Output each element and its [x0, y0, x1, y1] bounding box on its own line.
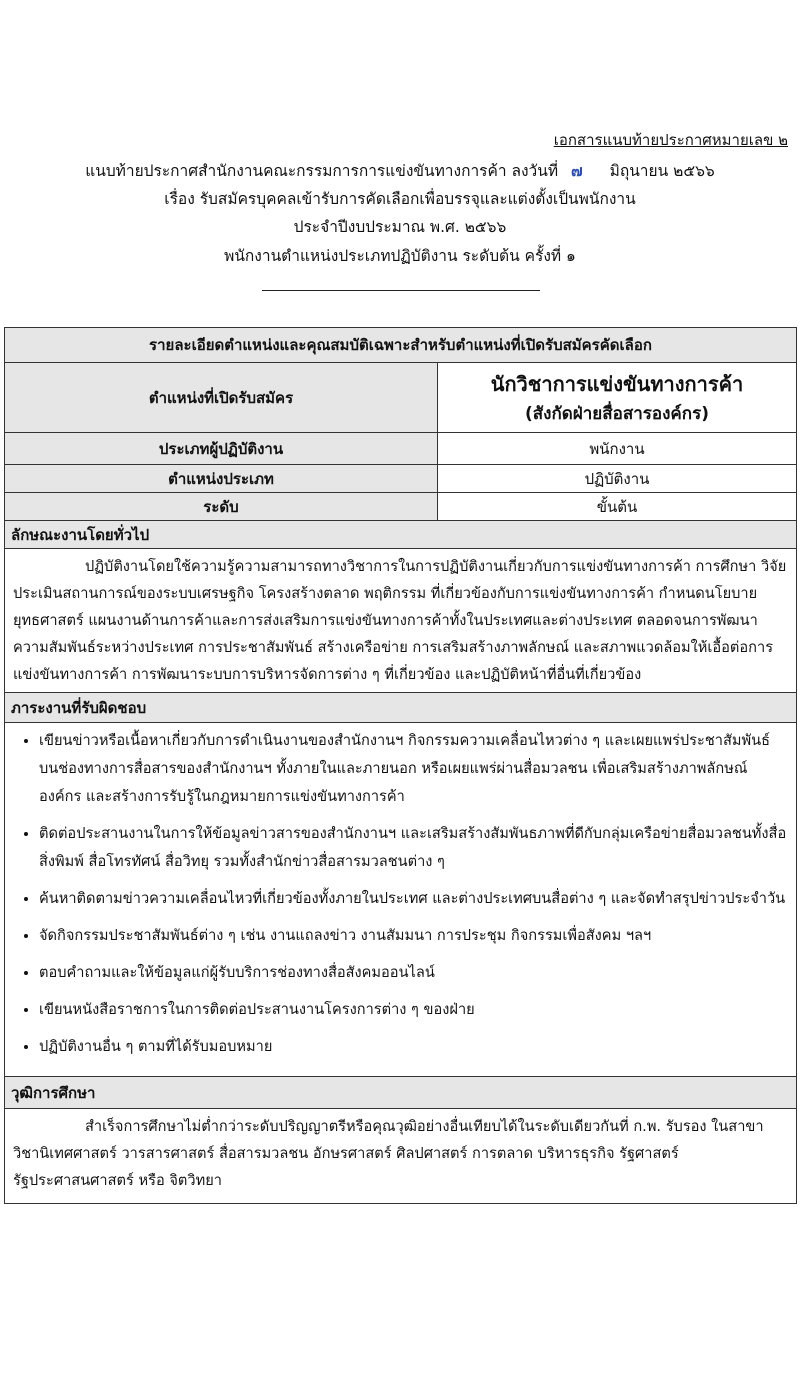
- general-text: ปฏิบัติงานโดยใช้ความรู้ความสามารถทางวิชาการในการปฏิบัติงานเกี่ยวกับการแข่งขันทางการค้า การศึกษา วิจัย ประเมินสถานการณ์ของระบบเศรษฐกิจ โครงสร้างตลาด พฤติกรรม ที่เกี่ยวข้องกับการแข่งขันทางการค้า กำหนดนโยบายยุทธศาสตร์ แผนงานด้านการค้าและการส่งเสริมการแข่งขันทางการค้าทั้งในประเทศและต่างประเทศ ตลอดจนการพัฒนาความสัมพันธ์ระหว่างประเทศ การประชาสัมพันธ์ สร้างเครือข่าย การเสริมสร้างภาพลักษณ์ และสภาพแวดล้อมให้เอื้อต่อการแข่งขันทางการค้า การพัฒนาระบบการบริหารจัดการต่าง ๆ ที่เกี่ยวข้อง และปฏิบัติหน้าที่อื่นที่เกี่ยวข้อง: [13, 558, 787, 683]
- row-label: ประเภทผู้ปฏิบัติงาน: [5, 433, 438, 465]
- row-value: ขั้นต้น: [438, 493, 797, 521]
- row-value: พนักงาน: [438, 433, 797, 465]
- duty-item: • ปฏิบัติงานอื่น ๆ ตามที่ได้รับมอบหมาย: [39, 1033, 788, 1061]
- divider: [262, 290, 540, 291]
- header-line-1: [0, 158, 800, 183]
- duty-item: • จัดกิจกรรมประชาสัมพันธ์ต่าง ๆ เช่น งานแถลงข่าว งานสัมมนา การประชุม กิจกรรมเพื่อสังคม ฯลฯ: [39, 922, 788, 950]
- general-title: ลักษณะงานโดยทั่วไป: [5, 521, 797, 549]
- position-unit: (สังกัดฝ่ายสื่อสารองค์กร): [525, 404, 709, 424]
- position-value: นักวิชาการแข่งขันทางการค้า: [490, 372, 744, 396]
- education-text: สำเร็จการศึกษาไม่ต่ำกว่าระดับปริญญาตรีหรือคุณวุฒิอย่างอื่นเทียบได้ในระดับเดียวกันที่ ก.พ. รับรอง ในสาขาวิชานิเทศศาสตร์ วารสารศาสตร์ สื่อสารมวลชน อักษรศาสตร์ ศิลปศาสตร์ การตลาด บริหารธุรกิจ รัฐศาสตร์ รัฐประศาสนศาสตร์ หรือ จิตวิทยา: [13, 1118, 764, 1189]
- header-line-4: พนักงานตำแหน่งประเภทปฏิบัติงาน ระดับต้น ครั้งที่ ๑: [224, 247, 576, 265]
- education-text-cell: [5, 1109, 797, 1204]
- position-table: [4, 327, 797, 1204]
- duties-list: [5, 723, 796, 1076]
- row-label: ระดับ: [5, 493, 438, 521]
- header-line-3: ประจำปีงบประมาณ พ.ศ. ๒๕๖๖: [293, 218, 507, 236]
- general-text-cell: [5, 549, 797, 693]
- row-label: ตำแหน่งประเภท: [5, 465, 438, 493]
- duties-title: ภาระงานที่รับผิดชอบ: [5, 693, 797, 723]
- duty-item: • เขียนข่าวหรือเนื้อหาเกี่ยวกับการดำเนินงานของสำนักงานฯ กิจกรรมความเคลื่อนไหวต่าง ๆ และเผยแพร่ประชาสัมพันธ์ บนช่องทางการสื่อสารของสำนักงานฯ ทั้งภายในและภายนอก หรือเผยแพร่ผ่านสื่อมวลชน เพื่อเสริมสร้างภาพลักษณ์องค์กร และสร้างการรับรู้ในกฎหมายการแข่งขันทางการค้า: [39, 727, 788, 811]
- duty-item: • ค้นหาติดตามข่าวความเคลื่อนไหวที่เกี่ยวข้องทั้งภายในประเทศ และต่างประเทศบนสื่อต่าง ๆ และจัดทำสรุปข่าวประจำวัน: [39, 885, 788, 913]
- header-day: ๗: [571, 162, 583, 180]
- header-line-2: เรื่อง รับสมัครบุคคลเข้ารับการคัดเลือกเพื่อบรรจุและแต่งตั้งเป็นพนักงาน: [164, 190, 636, 208]
- header-prefix: แนบท้ายประกาศสำนักงานคณะกรรมการการแข่งขันทางการค้า ลงวันที่: [85, 162, 559, 180]
- header-month-year: มิถุนายน ๒๕๖๖: [609, 162, 715, 180]
- position-value-cell: [438, 363, 797, 433]
- table-title: รายละเอียดตำแหน่งและคุณสมบัติเฉพาะสำหรับตำแหน่งที่เปิดรับสมัครคัดเลือก: [5, 328, 797, 363]
- duties-cell: [5, 723, 797, 1077]
- education-title: วุฒิการศึกษา: [5, 1077, 797, 1109]
- document-reference: เอกสารแนบท้ายประกาศหมายเลข ๒: [553, 131, 788, 149]
- position-label: ตำแหน่งที่เปิดรับสมัคร: [5, 363, 438, 433]
- duty-item: • เขียนหนังสือราชการในการติดต่อประสานงานโครงการต่าง ๆ ของฝ่าย: [39, 996, 788, 1024]
- duty-item: • ตอบคำถามและให้ข้อมูลแก่ผู้รับบริการช่องทางสื่อสังคมออนไลน์: [39, 959, 788, 987]
- row-value: ปฏิบัติงาน: [438, 465, 797, 493]
- duty-item: • ติดต่อประสานงานในการให้ข้อมูลข่าวสารของสำนักงานฯ และเสริมสร้างสัมพันธภาพที่ดีกับกลุ่มเครือข่ายสื่อมวลชนทั้งสื่อสิ่งพิมพ์ สื่อโทรทัศน์ สื่อวิทยุ รวมทั้งสำนักข่าวสื่อสารมวลชนต่าง ๆ: [39, 820, 788, 876]
